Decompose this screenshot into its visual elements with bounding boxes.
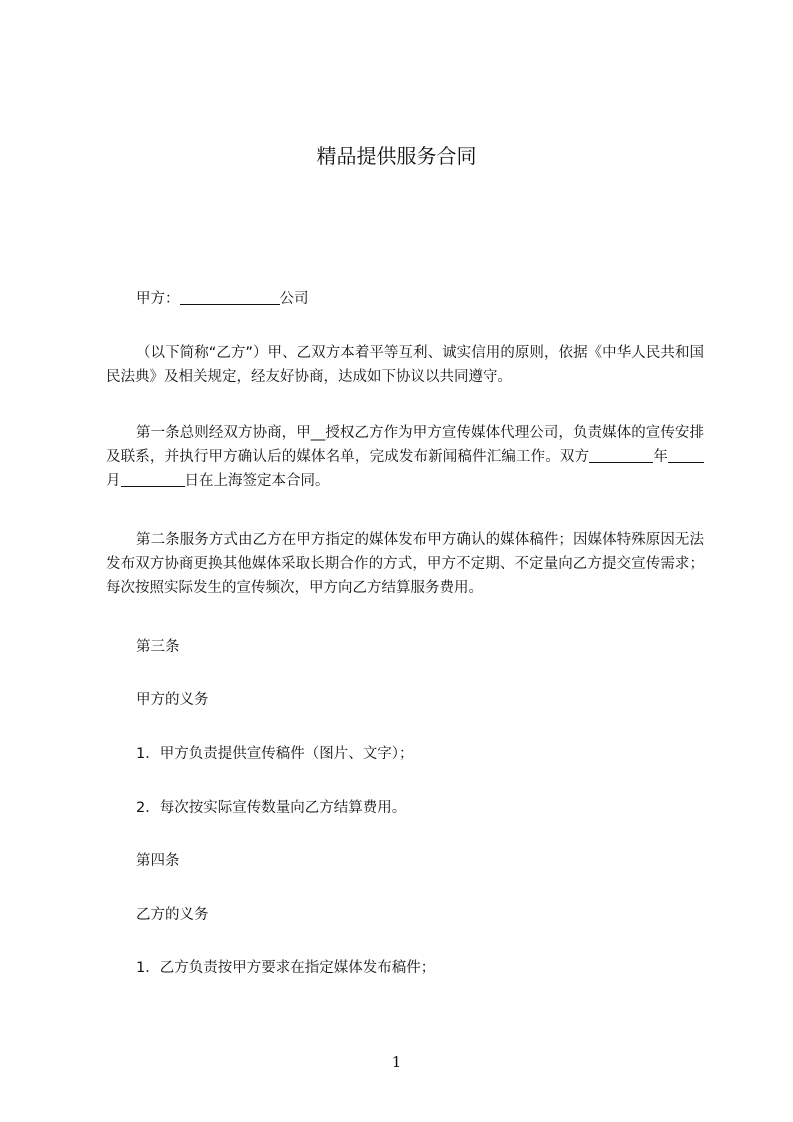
intro-paragraph: （以下简称“乙方”）甲、乙双方本着平等互利、诚实信用的原则，依据《中华人民共和国民法典》及相关规定，经友好协商，达成如下协议以共同遵守。	[106, 345, 704, 385]
year-label: 年	[653, 449, 669, 465]
document-title: 精品提供服务合同	[316, 144, 477, 168]
month-blank	[668, 448, 704, 463]
article-3-item-2: 2．每次按实际宣传数量向乙方结算费用。	[136, 800, 407, 816]
year-blank	[589, 448, 653, 463]
article-3-item-1: 1．甲方负责提供宣传稿件（图片、文字）；	[136, 746, 414, 762]
article-4-heading: 第四条	[136, 853, 180, 869]
article-1-paragraph	[106, 421, 704, 493]
article-1-text: 第一条总则经双方协商，甲__授权乙方作为甲方宣传媒体代理公司，负责媒体的宣传安排及联系，并执行甲方确认后的媒体名单，完成发布新闻稿件汇编工作。双方	[106, 425, 704, 465]
month-label: 月	[106, 473, 121, 489]
party-a-blank	[180, 290, 280, 305]
article-2-paragraph: 第二条服务方式由乙方在甲方指定的媒体发布甲方确认的媒体稿件；因媒体特殊原因无法发布双方协商更换其他媒体采取长期合作的方式，甲方不定期、不定量向乙方提交宣传需求；每次按照实际发生的宣传频次，甲方向乙方结算服务费用。	[106, 532, 704, 596]
article-1-rest: 日在上海签定本合同。	[184, 473, 330, 489]
party-a-suffix: 公司	[279, 291, 309, 307]
party-a-label: 甲方：	[136, 291, 180, 307]
article-4-item-1: 1．乙方负责按甲方要求在指定媒体发布稿件；	[136, 960, 436, 976]
day-blank	[121, 472, 185, 487]
article-4-subheading: 乙方的义务	[136, 907, 209, 923]
article-3-heading: 第三条	[136, 639, 180, 655]
party-a-line	[136, 287, 309, 311]
article-3-subheading: 甲方的义务	[136, 692, 209, 708]
page-number: 1	[391, 1053, 402, 1071]
